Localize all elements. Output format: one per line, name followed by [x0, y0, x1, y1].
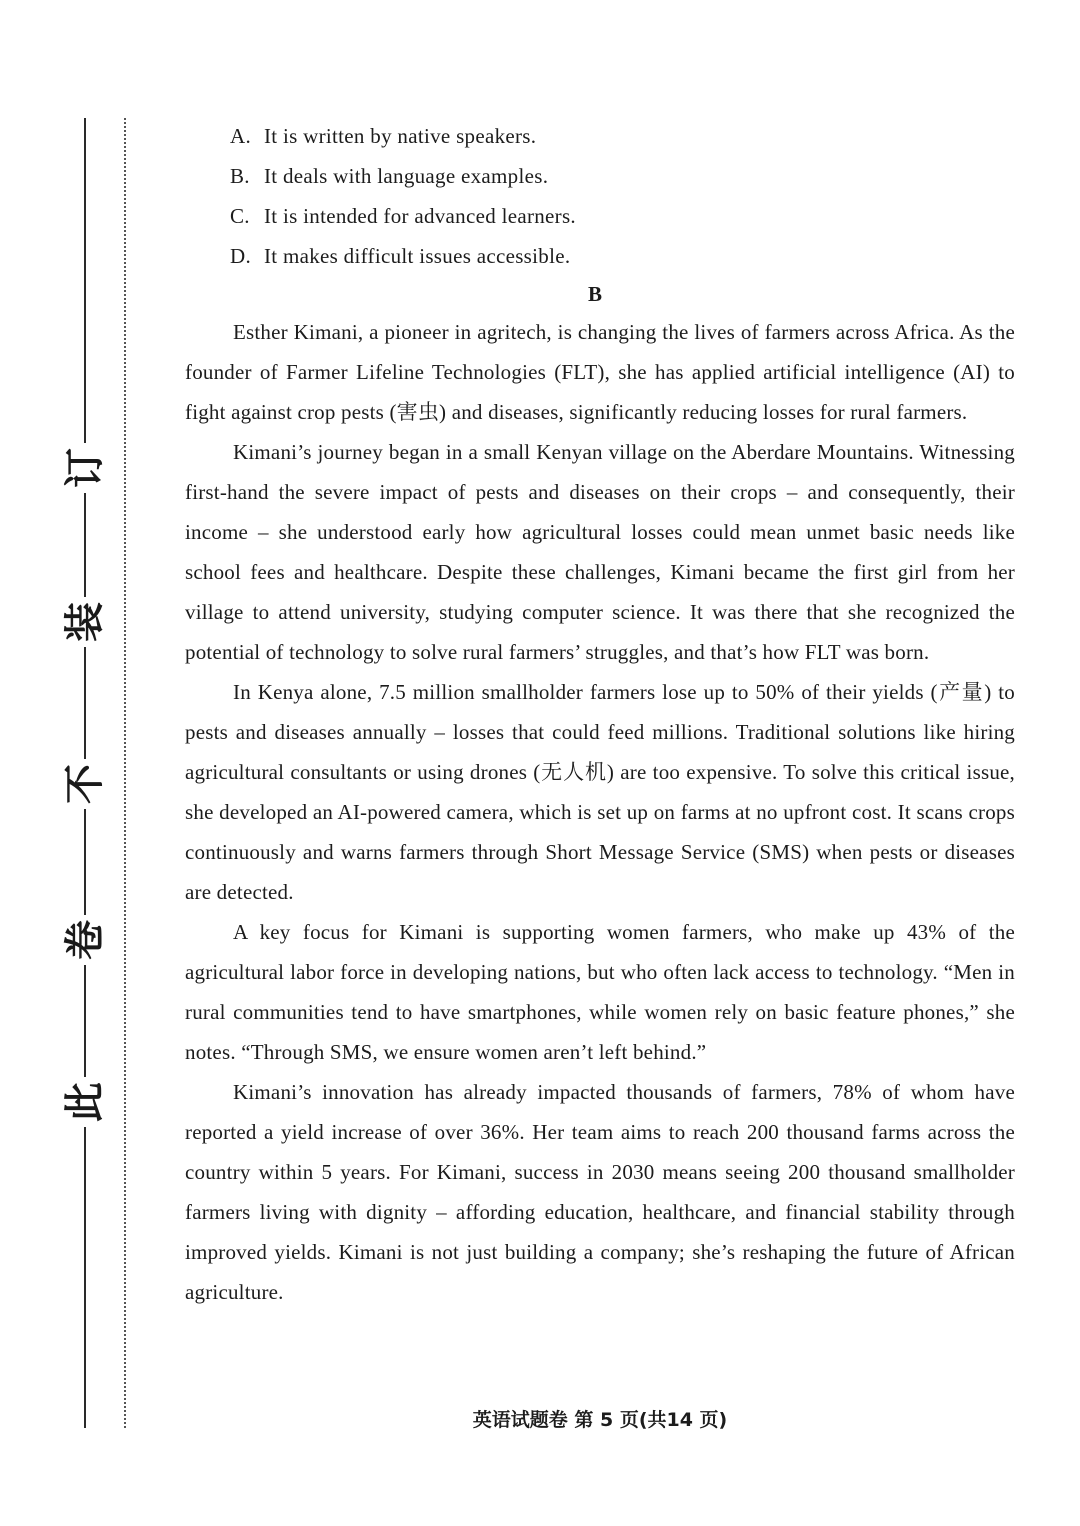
page-footer: 英语试题卷 第 5 页(共14 页)	[472, 1409, 728, 1431]
passage-paragraph-1: Esther Kimani, a pioneer in agritech, is changing the lives of farmers across Africa. As the founder of Farmer Lifeline Technologies (FLT), she has applied artificial intelligence (AI) to fight against crop pests (害虫) and diseases, significantly reducing losses for rural farmers.	[185, 320, 1015, 424]
reading-passage	[185, 312, 1015, 1312]
binding-char-juan: 卷	[57, 915, 113, 965]
option-letter: C.	[230, 204, 250, 228]
option-d[interactable]	[230, 236, 930, 276]
option-text: It makes difficult issues accessible.	[264, 244, 571, 268]
passage-paragraph-3: In Kenya alone, 7.5 million smallholder farmers lose up to 50% of their yields (产量) to pests and diseases annually – losses that could feed millions. Traditional solutions like hiring agricultural consultants or using drones (无人机) are too expensive. To solve this critical issue, she developed an AI-powered camera, which is set up on farms at no upfront cost. It scans crops continuously and warns farmers through Short Message Service (SMS) when pests or diseases are detected.	[185, 680, 1015, 904]
passage-paragraph-2: Kimani’s journey began in a small Kenyan village on the Aberdare Mountains. Witnessing first-hand the severe impact of pests and diseases on their crops – and consequently, their income – she understood early how agricultural losses could mean unmet basic needs like school fees and healthcare. Despite these challenges, Kimani became the first girl from her village to attend university, studying computer science. It was there that she recognized the potential of technology to solve rural farmers’ struggles, and that’s how FLT was born.	[185, 440, 1015, 664]
option-text: It is written by native speakers.	[264, 124, 537, 148]
option-text: It deals with language examples.	[264, 164, 549, 188]
section-heading: B	[587, 282, 602, 306]
option-text: It is intended for advanced learners.	[264, 204, 576, 228]
binding-char-ci: 此	[57, 1077, 113, 1127]
passage-paragraph-5: Kimani’s innovation has already impacted thousands of farmers, 78% of whom have reported a yield increase of over 36%. Her team aims to reach 200 thousand farms across the country within 5 years. For Kimani, success in 2030 means seeing 200 thousand smallholder farmers living with dignity – affording education, healthcare, and financial stability through improved yields. Kimani is not just building a company; she’s reshaping the future of African agriculture.	[185, 1080, 1015, 1304]
binding-char-ding: 订	[57, 443, 113, 493]
option-a[interactable]	[230, 116, 930, 156]
option-letter: B.	[230, 164, 250, 188]
option-letter: D.	[230, 244, 252, 268]
binding-line-dotted	[124, 118, 126, 1428]
question-options	[230, 116, 930, 276]
binding-char-zhuang: 装	[57, 597, 113, 647]
option-b[interactable]	[230, 156, 930, 196]
passage-paragraph-4: A key focus for Kimani is supporting women farmers, who make up 43% of the agricultural labor force in developing nations, but who often lack access to technology. “Men in rural communities tend to have smartphones, while women rely on basic feature phones,” she notes. “Through SMS, we ensure women aren’t left behind.”	[185, 920, 1015, 1064]
option-letter: A.	[230, 124, 252, 148]
option-c[interactable]	[230, 196, 930, 236]
binding-char-bu: 不	[57, 759, 113, 809]
